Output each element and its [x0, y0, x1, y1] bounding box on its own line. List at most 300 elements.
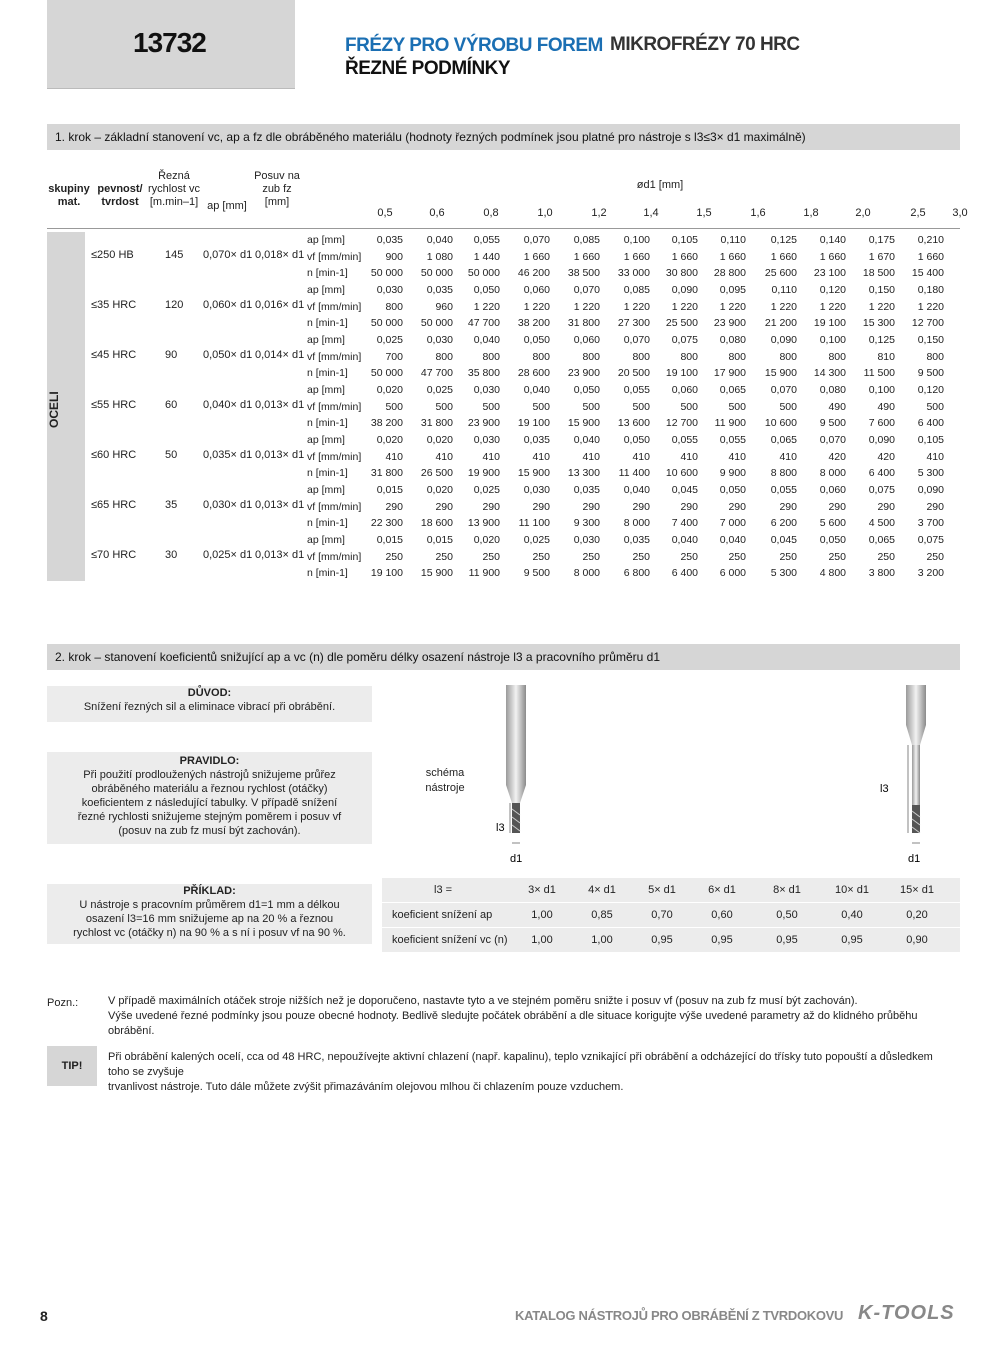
- cell-value: 250: [435, 550, 453, 563]
- coef-cell: 0,40: [841, 909, 863, 921]
- cell-value: 0,035: [523, 434, 550, 446]
- tip-line-1: Při obrábění kalených ocelí, cca od 48 HRC, nepoužívejte aktivní chlazení (např. kapalinu), teplo vznikající při obrábění a odcházející do třísky tuto popouští a důsledkem toho se zvyšuje: [108, 1051, 933, 1078]
- cell-value: 410: [632, 450, 650, 463]
- group-hardness: ≤35 HRC: [91, 299, 137, 311]
- group-fz: 0,013× d1: [255, 449, 305, 461]
- cell-value: 0,075: [917, 534, 944, 546]
- group-hardness: ≤250 HB: [91, 249, 134, 261]
- cell-value: 0,035: [426, 284, 453, 296]
- cell-value: 0,060: [819, 484, 846, 496]
- cell-value: 1 220: [671, 300, 698, 313]
- cell-value: 0,210: [917, 234, 944, 246]
- cell-value: 490: [828, 400, 846, 413]
- cell-value: 9 900: [719, 467, 746, 480]
- row-label: ap [mm]: [307, 334, 345, 346]
- material-group: [85, 482, 305, 532]
- data-row: [305, 432, 960, 448]
- col-hardness: pevnost/ tvrdost: [97, 183, 143, 208]
- material-group: [85, 432, 305, 482]
- row-label: ap [mm]: [307, 234, 345, 246]
- cell-value: 0,030: [426, 334, 453, 346]
- cell-value: 31 800: [567, 317, 600, 330]
- data-row: [305, 232, 960, 248]
- data-row: [305, 465, 960, 481]
- group-ap: 0,040× d1: [203, 399, 253, 411]
- group-fz: 0,013× d1: [255, 399, 305, 411]
- cell-value: 6 400: [671, 567, 698, 580]
- cell-value: 0,150: [868, 284, 895, 296]
- coef-cell: 0,95: [776, 934, 798, 946]
- cell-value: 810: [877, 350, 895, 363]
- cell-value: 8 000: [819, 467, 846, 480]
- cell-value: 410: [435, 450, 453, 463]
- cell-value: 1 220: [819, 300, 846, 313]
- cell-value: 290: [926, 500, 944, 513]
- data-row: [305, 482, 960, 498]
- material-group: [85, 382, 305, 432]
- coef-header-cell: 3× d1: [528, 884, 556, 896]
- cell-value: 50 000: [467, 267, 500, 280]
- row-label: ap [mm]: [307, 384, 345, 396]
- cell-value: 410: [779, 450, 797, 463]
- cell-value: 6 400: [868, 467, 895, 480]
- cell-value: 0,090: [868, 434, 895, 446]
- data-row: [305, 265, 960, 281]
- group-hardness: ≤70 HRC: [91, 549, 137, 561]
- cell-value: 0,065: [770, 434, 797, 446]
- step1-heading: 1. krok – základní stanovení vc, ap a fz dle obráběného materiálu (hodnoty řezných podmínek jsou platné pro nástroje s l3≤3× d1 maximálně): [47, 124, 960, 150]
- cell-value: 0,140: [819, 234, 846, 246]
- data-row: [305, 349, 960, 365]
- cell-value: 38 200: [517, 317, 550, 330]
- cell-value: 0,085: [573, 234, 600, 246]
- diameter-header: ød1 [mm]: [636, 179, 684, 191]
- cell-value: 0,020: [426, 434, 453, 446]
- cell-value: 38 200: [370, 417, 403, 430]
- catalog-number-box: [47, 0, 295, 89]
- row-label: n [min-1]: [307, 417, 348, 430]
- cell-value: 0,050: [719, 484, 746, 496]
- coef-header-row: [382, 878, 960, 902]
- cell-value: 6 200: [770, 517, 797, 530]
- cell-value: 1 660: [523, 250, 550, 263]
- diameter-value: 2,5: [910, 207, 926, 219]
- coef-cell: 0,95: [841, 934, 863, 946]
- diameter-value: 0,8: [483, 207, 499, 219]
- cell-value: 46 200: [517, 267, 550, 280]
- cell-value: 800: [680, 350, 698, 363]
- row-label: ap [mm]: [307, 484, 345, 496]
- cell-value: 19 900: [467, 467, 500, 480]
- cell-value: 0,060: [573, 334, 600, 346]
- coef-cell: 1,00: [531, 934, 553, 946]
- cell-value: 0,055: [473, 234, 500, 246]
- cell-value: 0,050: [473, 284, 500, 296]
- group-vc: 35: [165, 499, 178, 511]
- cell-value: 960: [435, 300, 453, 313]
- diameter-value: 0,6: [429, 207, 445, 219]
- cell-value: 50 000: [420, 267, 453, 280]
- col-ap: ap [mm]: [207, 200, 247, 212]
- cell-value: 0,040: [573, 434, 600, 446]
- rule-line-5: (posuv na zub fz musí být zachován).: [118, 825, 301, 837]
- cell-value: 0,075: [671, 334, 698, 346]
- cell-value: 1 080: [426, 250, 453, 263]
- row-label: ap [mm]: [307, 284, 345, 296]
- cell-value: 0,040: [671, 534, 698, 546]
- data-row: [305, 382, 960, 398]
- cell-value: 0,040: [623, 484, 650, 496]
- material-group: [85, 232, 305, 282]
- cell-value: 9 500: [523, 567, 550, 580]
- reason-title: DŮVOD:: [187, 687, 232, 699]
- cell-value: 290: [435, 500, 453, 513]
- page-subtitle: ŘEZNÉ PODMÍNKY: [345, 58, 511, 79]
- cell-value: 26 500: [420, 467, 453, 480]
- cell-value: 23 900: [567, 367, 600, 380]
- cell-value: 1 440: [473, 250, 500, 263]
- cell-value: 31 800: [370, 467, 403, 480]
- cell-value: 500: [779, 400, 797, 413]
- cell-value: 10 600: [665, 467, 698, 480]
- cell-value: 15 900: [517, 467, 550, 480]
- cell-value: 0,030: [573, 534, 600, 546]
- brand-logo: K-TOOLS: [858, 1302, 955, 1324]
- cell-value: 490: [877, 400, 895, 413]
- cell-value: 4 800: [819, 567, 846, 580]
- cell-value: 0,150: [917, 334, 944, 346]
- cell-value: 30 800: [665, 267, 698, 280]
- coef-cell: 1,00: [591, 934, 613, 946]
- cell-value: 47 700: [420, 367, 453, 380]
- row-label: vf [mm/min]: [307, 550, 362, 563]
- coef-cell: 0,95: [711, 934, 733, 946]
- cell-value: 0,070: [770, 384, 797, 396]
- cell-value: 0,040: [426, 234, 453, 246]
- cell-value: 6 000: [719, 567, 746, 580]
- row-label: vf [mm/min]: [307, 350, 362, 363]
- category-title: MIKROFRÉZY 70 HRC: [610, 34, 800, 55]
- coef-cell: 0,95: [651, 934, 673, 946]
- cell-value: 500: [632, 400, 650, 413]
- cell-value: 0,040: [719, 534, 746, 546]
- cell-value: 500: [728, 400, 746, 413]
- cell-value: 0,030: [473, 434, 500, 446]
- cell-value: 0,100: [868, 384, 895, 396]
- cell-value: 15 900: [567, 417, 600, 430]
- cell-value: 800: [482, 350, 500, 363]
- cell-value: 500: [435, 400, 453, 413]
- cell-value: 0,180: [917, 284, 944, 296]
- long-tool-l3: l3: [880, 783, 889, 795]
- cell-value: 800: [728, 350, 746, 363]
- cell-value: 0,015: [376, 484, 403, 496]
- cell-value: 290: [680, 500, 698, 513]
- cell-value: 250: [828, 550, 846, 563]
- data-row: [305, 565, 960, 581]
- coef-cell: 0,50: [776, 909, 798, 921]
- row-label: vf [mm/min]: [307, 450, 362, 463]
- cell-value: 0,065: [868, 534, 895, 546]
- coef-cell: 1,00: [531, 909, 553, 921]
- col-feed: Posuv na zub fz [mm]: [254, 170, 300, 208]
- coef-cell: 0,20: [906, 909, 928, 921]
- diameter-value: 2,0: [855, 207, 871, 219]
- cell-value: 20 500: [617, 367, 650, 380]
- cell-value: 800: [385, 300, 403, 313]
- cell-value: 35 800: [467, 367, 500, 380]
- coef-header-cell: 4× d1: [588, 884, 616, 896]
- cell-value: 800: [779, 350, 797, 363]
- cell-value: 250: [582, 550, 600, 563]
- cell-value: 8 000: [573, 567, 600, 580]
- cell-value: 0,020: [376, 384, 403, 396]
- group-fz: 0,013× d1: [255, 549, 305, 561]
- cell-value: 250: [877, 550, 895, 563]
- cell-value: 13 900: [467, 517, 500, 530]
- catalog-number: 13732: [133, 27, 206, 58]
- cell-value: 500: [532, 400, 550, 413]
- row-label: ap [mm]: [307, 434, 345, 446]
- cell-value: 900: [385, 250, 403, 263]
- cell-value: 410: [385, 450, 403, 463]
- long-tool-d1: d1: [908, 853, 921, 865]
- cell-value: 0,085: [623, 284, 650, 296]
- cell-value: 1 220: [719, 300, 746, 313]
- row-label: vf [mm/min]: [307, 400, 362, 413]
- cell-value: 1 220: [623, 300, 650, 313]
- diameter-value: 1,0: [537, 207, 553, 219]
- col-speed: Řezná rychlost vc [m.min–1]: [148, 170, 200, 208]
- cell-value: 0,120: [819, 284, 846, 296]
- coef-row-label: koeficient snížení ap: [392, 909, 493, 921]
- example-box: [47, 884, 372, 944]
- cell-value: 1 660: [573, 250, 600, 263]
- cell-value: 1 660: [819, 250, 846, 263]
- group-ap: 0,025× d1: [203, 549, 253, 561]
- group-ap: 0,035× d1: [203, 449, 253, 461]
- cell-value: 1 660: [917, 250, 944, 263]
- cell-value: 0,035: [623, 534, 650, 546]
- cell-value: 0,055: [671, 434, 698, 446]
- rule-line-3: koeficientem z následující tabulky. V případě snížení: [81, 797, 338, 809]
- cell-value: 0,025: [376, 334, 403, 346]
- diameter-value: 1,8: [803, 207, 819, 219]
- note-label: Pozn.:: [47, 997, 79, 1009]
- cell-value: 0,090: [770, 334, 797, 346]
- group-vc: 120: [165, 299, 184, 311]
- cell-value: 290: [828, 500, 846, 513]
- cell-value: 15 300: [862, 317, 895, 330]
- rule-line-1: Při použití prodloužených nástrojů snižujeme průřez: [83, 769, 336, 781]
- cell-value: 250: [728, 550, 746, 563]
- cell-value: 410: [926, 450, 944, 463]
- data-row: [305, 282, 960, 298]
- cell-value: 0,060: [523, 284, 550, 296]
- cell-value: 250: [632, 550, 650, 563]
- cell-value: 50 000: [420, 317, 453, 330]
- cell-value: 500: [680, 400, 698, 413]
- cell-value: 0,030: [473, 384, 500, 396]
- group-vc: 145: [165, 249, 184, 261]
- cell-value: 0,070: [623, 334, 650, 346]
- tip-label: TIP!: [47, 1046, 97, 1086]
- cell-value: 15 400: [911, 267, 944, 280]
- row-label: n [min-1]: [307, 367, 348, 380]
- cell-value: 420: [828, 450, 846, 463]
- cell-value: 33 000: [617, 267, 650, 280]
- cell-value: 13 600: [617, 417, 650, 430]
- cell-value: 6 800: [623, 567, 650, 580]
- cell-value: 0,035: [376, 234, 403, 246]
- cell-value: 290: [877, 500, 895, 513]
- group-fz: 0,013× d1: [255, 499, 305, 511]
- cell-value: 5 600: [819, 517, 846, 530]
- cell-value: 11 900: [714, 417, 746, 430]
- short-tool-drawing: [480, 685, 560, 870]
- cell-value: 290: [728, 500, 746, 513]
- cell-value: 0,020: [376, 434, 403, 446]
- cell-value: 1 660: [719, 250, 746, 263]
- coef-cell: 0,85: [591, 909, 613, 921]
- diameter-value: 3,0: [952, 207, 968, 219]
- group-vc: 60: [165, 399, 178, 411]
- cell-value: 25 500: [665, 317, 698, 330]
- col-groups: skupiny mat.: [48, 183, 90, 208]
- cell-value: 0,095: [719, 284, 746, 296]
- cell-value: 0,080: [719, 334, 746, 346]
- cell-value: 15 900: [420, 567, 453, 580]
- cell-value: 50 000: [370, 317, 403, 330]
- cell-value: 290: [532, 500, 550, 513]
- group-ap: 0,070× d1: [203, 249, 253, 261]
- footer-catalog: KATALOG NÁSTROJŮ PRO OBRÁBĚNÍ Z TVRDOKOVU: [515, 1308, 844, 1323]
- cell-value: 12 700: [665, 417, 698, 430]
- cell-value: 1 220: [770, 300, 797, 313]
- example-title: PŘÍKLAD:: [183, 885, 236, 897]
- cell-value: 7 400: [671, 517, 698, 530]
- note-line-1: V případě maximálních otáček stroje nižších než je doporučeno, nastavte tyto a ve stejném poměru snižte i posuv vf (posuv na zub fz musí být zachován).: [108, 995, 858, 1007]
- cell-value: 31 800: [420, 417, 453, 430]
- cell-value: 0,065: [719, 384, 746, 396]
- data-row: [305, 332, 960, 348]
- cell-value: 21 200: [764, 317, 797, 330]
- tip-text: [108, 1050, 948, 1095]
- cell-value: 3 800: [868, 567, 895, 580]
- short-tool-d1: d1: [510, 853, 523, 865]
- cell-value: 38 500: [567, 267, 600, 280]
- example-line-1: U nástroje s pracovním průměrem d1=1 mm a délkou: [79, 899, 340, 911]
- group-ap: 0,060× d1: [203, 299, 253, 311]
- data-row: [305, 365, 960, 381]
- cell-value: 1 660: [770, 250, 797, 263]
- row-label: n [min-1]: [307, 467, 348, 480]
- cell-value: 11 400: [618, 467, 650, 480]
- cell-value: 14 300: [813, 367, 846, 380]
- material-group: [85, 332, 305, 382]
- row-label: vf [mm/min]: [307, 500, 362, 513]
- tip-line-2: trvanlivost nástroje. Tuto dále můžete zvýšit přimazáváním olejovou mlhou či chlazením pouze vzduchem.: [108, 1081, 624, 1093]
- row-label: n [min-1]: [307, 567, 348, 580]
- cell-value: 0,110: [720, 234, 746, 246]
- cell-value: 700: [385, 350, 403, 363]
- cell-value: 420: [877, 450, 895, 463]
- rule-box: [47, 752, 372, 844]
- group-vc: 90: [165, 349, 178, 361]
- cell-value: 23 900: [467, 417, 500, 430]
- cell-value: 500: [582, 400, 600, 413]
- data-row: [305, 532, 960, 548]
- cell-value: 0,020: [473, 534, 500, 546]
- cell-value: 0,100: [623, 234, 650, 246]
- diameter-value: 0,5: [377, 207, 393, 219]
- scheme-label: schéma nástroje: [425, 767, 465, 794]
- cell-value: 11 500: [863, 367, 895, 380]
- example-line-2: osazení l3=16 mm snižujeme ap na 20 % a řeznou: [85, 913, 334, 925]
- cell-value: 1 220: [473, 300, 500, 313]
- cell-value: 8 000: [623, 517, 650, 530]
- group-vc: 30: [165, 549, 178, 561]
- cell-value: 250: [482, 550, 500, 563]
- reason-box: [47, 686, 372, 722]
- coef-header-cell: 8× d1: [773, 884, 801, 896]
- cell-value: 0,105: [671, 234, 698, 246]
- row-label: n [min-1]: [307, 317, 348, 330]
- cell-value: 410: [482, 450, 500, 463]
- cell-value: 0,045: [770, 534, 797, 546]
- cell-value: 8 800: [770, 467, 797, 480]
- cell-value: 13 300: [567, 467, 600, 480]
- cell-value: 0,040: [523, 384, 550, 396]
- cell-value: 0,030: [523, 484, 550, 496]
- row-label: ap [mm]: [307, 534, 345, 546]
- cell-value: 800: [435, 350, 453, 363]
- short-tool-l3: l3: [496, 822, 505, 834]
- cell-value: 11 100: [518, 517, 550, 530]
- data-row: [305, 549, 960, 565]
- coef-row: [382, 903, 960, 927]
- cell-value: 290: [632, 500, 650, 513]
- cell-value: 800: [532, 350, 550, 363]
- cell-value: 800: [582, 350, 600, 363]
- cell-value: 0,025: [473, 484, 500, 496]
- group-vc: 50: [165, 449, 178, 461]
- cell-value: 0,055: [623, 384, 650, 396]
- data-row: [305, 399, 960, 415]
- note-text: [108, 994, 948, 1039]
- header-divider: [47, 228, 960, 229]
- group-hardness: ≤60 HRC: [91, 449, 137, 461]
- cell-value: 0,030: [376, 284, 403, 296]
- reason-text: Snížení řezných sil a eliminace vibrací při obrábění.: [83, 701, 336, 713]
- cell-value: 250: [926, 550, 944, 563]
- cell-value: 0,125: [868, 334, 895, 346]
- cell-value: 18 500: [862, 267, 895, 280]
- cell-value: 12 700: [911, 317, 944, 330]
- cell-value: 0,090: [671, 284, 698, 296]
- cell-value: 0,100: [819, 334, 846, 346]
- cell-value: 0,070: [573, 284, 600, 296]
- row-label: n [min-1]: [307, 517, 348, 530]
- cell-value: 25 600: [764, 267, 797, 280]
- cell-value: 800: [632, 350, 650, 363]
- cell-value: 250: [779, 550, 797, 563]
- row-label: vf [mm/min]: [307, 250, 362, 263]
- coef-cell: 0,90: [906, 934, 928, 946]
- rule-line-2: obráběného materiálu a řeznou rychlost (otáčky): [91, 783, 328, 795]
- cell-value: 50 000: [370, 367, 403, 380]
- cell-value: 6 400: [917, 417, 944, 430]
